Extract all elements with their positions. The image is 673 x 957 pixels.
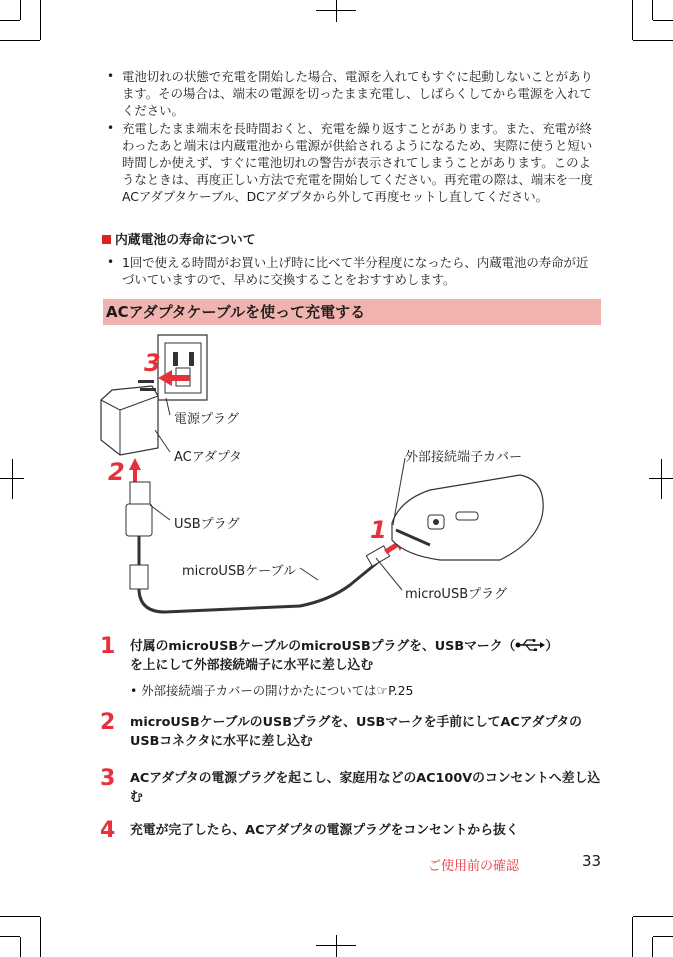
arrow-2 bbox=[129, 458, 141, 482]
section-title: ACアダプタケーブルを使って充電する bbox=[103, 299, 601, 325]
list-item: • 1回で使える時間がお買い上げ時に比べて半分程度になったら、内蔵電池の寿命が近づいていますので、早めに交換することをおすすめします。 bbox=[107, 255, 589, 288]
step-3: 3 ACアダプタの電源プラグを起こし、家庭用などのAC100Vのコンセントへ差し込む bbox=[100, 766, 601, 805]
step-1-note: • 外部接続端子カバーの開けかたについては☞P.25 bbox=[130, 683, 414, 699]
wall-outlet bbox=[158, 335, 207, 400]
label-micro-usb-cable: microUSBケーブル bbox=[182, 564, 296, 579]
label-ac-adapter: ACアダプタ bbox=[174, 450, 242, 465]
marker-2: 2 bbox=[108, 458, 125, 486]
step-number: 2 bbox=[100, 710, 116, 735]
marker-3: 3 bbox=[144, 349, 161, 377]
step-number: 3 bbox=[100, 766, 116, 791]
phone-device bbox=[392, 475, 543, 560]
label-micro-usb-plug: microUSBプラグ bbox=[405, 587, 508, 602]
label-power-plug: 電源プラグ bbox=[174, 412, 240, 427]
usb-plug bbox=[126, 482, 152, 536]
step-number: 4 bbox=[100, 818, 116, 843]
step-number: 1 bbox=[100, 634, 116, 659]
reference-hand-icon: ☞ bbox=[376, 684, 389, 699]
ferrite-core bbox=[130, 565, 148, 589]
step-2: 2 microUSBケーブルのUSBプラグを、USBマークを手前にしてACアダプタのUSBコネクタに水平に差し込む bbox=[100, 710, 582, 749]
label-external-port-cover: 外部接続端子カバー bbox=[405, 450, 523, 465]
usb-mark-icon bbox=[515, 639, 545, 651]
label-usb-plug: USBプラグ bbox=[174, 517, 240, 532]
page-reference-link[interactable]: P.25 bbox=[388, 683, 414, 698]
step-4: 4 充電が完了したら、ACアダプタの電源プラグをコンセントから抜く bbox=[100, 818, 519, 843]
list-item: • 電池切れの状態で充電を開始した場合、電源を入れてもすぐに起動しないことがあります。その場合は、端末の電源を切ったまま充電し、しばらくしてから電源を入れてください。 bbox=[107, 69, 593, 119]
footer-section-name: ご使用前の確認 bbox=[428, 859, 520, 874]
marker-1: 1 bbox=[370, 516, 387, 544]
page-number: 33 bbox=[582, 852, 602, 870]
list-item: • 充電したまま端末を長時間おくと、充電を繰り返すことがあります。また、充電が終わったあと端末は内蔵電池から電源が供給されるようになるため、実際に使うと短い時間しか使えず、すぐに電池切れの警告が表示されてしまうことがあります。このようなときは、再度正しい方法で充電を開始してください。再充電の際は、端末を一度ACアダプタケーブル、DCアダプタから外して再度セットし直してください。 bbox=[107, 120, 593, 205]
ac-adapter bbox=[101, 380, 158, 455]
step-1: 1 付属のmicroUSBケーブルのmicroUSBプラグを、USBマーク（ ） を上にして外部接続端子に水平に差し込む bbox=[100, 634, 559, 673]
subheading-battery-life: 内蔵電池の寿命について bbox=[102, 229, 256, 248]
